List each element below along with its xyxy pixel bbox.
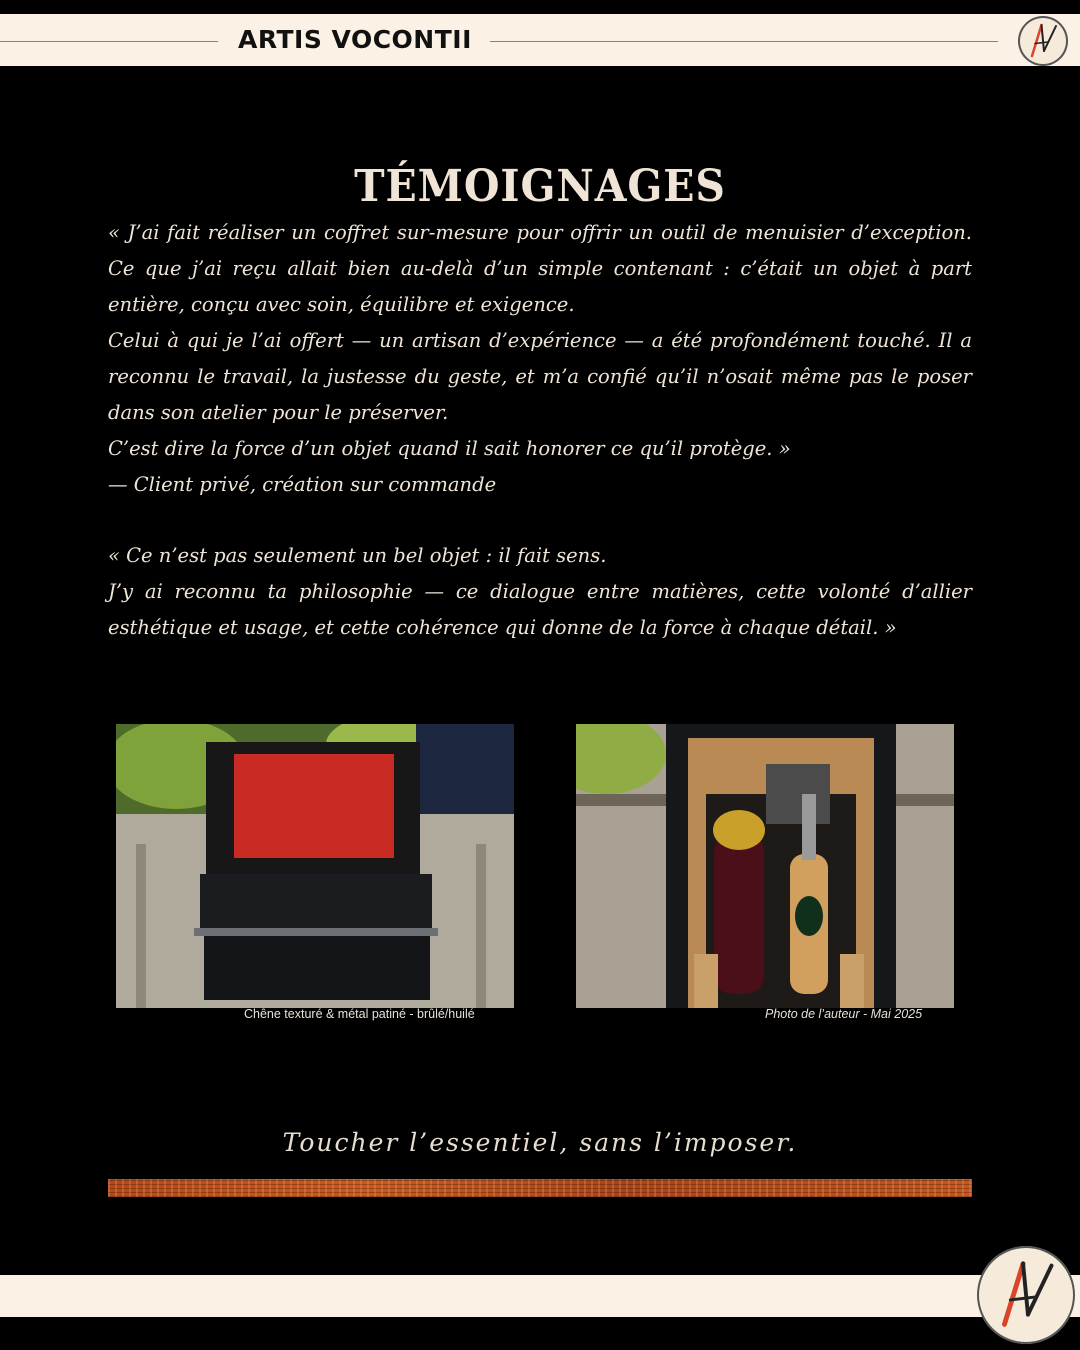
header-rule-right: [490, 41, 998, 42]
header-rule-left: [0, 41, 218, 42]
testimonial-paragraph: J’y ai reconnu ta philosophie — ce dialogue entre matières, cette volonté d’allier esthétique et usage, et cette cohérence qui donne de la force à chaque détail. »: [108, 580, 972, 639]
page-title: TÉMOIGNAGES: [354, 161, 726, 213]
photo-open-box-chisel: [576, 724, 954, 1008]
testimonial-2: [108, 538, 972, 646]
av-monogram-icon[interactable]: [1018, 16, 1068, 66]
photo-closed-box: [116, 724, 514, 1008]
testimonial-1: [108, 215, 972, 503]
av-monogram-icon[interactable]: [977, 1246, 1075, 1344]
testimonial-paragraph: « Ce n’est pas seulement un bel objet : il fait sens.: [108, 544, 607, 567]
testimonial-paragraph: C’est dire la force d’un objet quand il sait honorer ce qu’il protège. »: [108, 437, 791, 460]
footer-bar: [0, 1275, 1080, 1317]
photo-caption-right: Photo de l’auteur - Mai 2025: [765, 1007, 923, 1021]
brand-name[interactable]: ARTIS VOCONTII: [238, 25, 472, 54]
testimonial-paragraph: Celui à qui je l’ai offert — un artisan d’expérience — a été profondément touché. Il a reconnu le travail, la justesse du geste, et m’a confié qu’il n’osait même pas le poser dans son atelier pour le préserver.: [108, 329, 972, 424]
motto: Toucher l’essentiel, sans l’imposer.: [282, 1128, 798, 1157]
photo-caption-left: Chêne texturé & métal patiné - brûlé/huilé: [244, 1007, 475, 1021]
testimonial-paragraph: « J’ai fait réaliser un coffret sur-mesure pour offrir un outil de menuisier d’exception. Ce que j’ai reçu allait bien au-delà d’un simple contenant : c’était un objet à part entière, conçu avec soin, équilibre et exigence.: [108, 221, 972, 316]
header-bar: [0, 14, 1080, 66]
testimonial-attribution: — Client privé, création sur commande: [108, 473, 497, 496]
rust-texture-bar: [108, 1179, 972, 1197]
